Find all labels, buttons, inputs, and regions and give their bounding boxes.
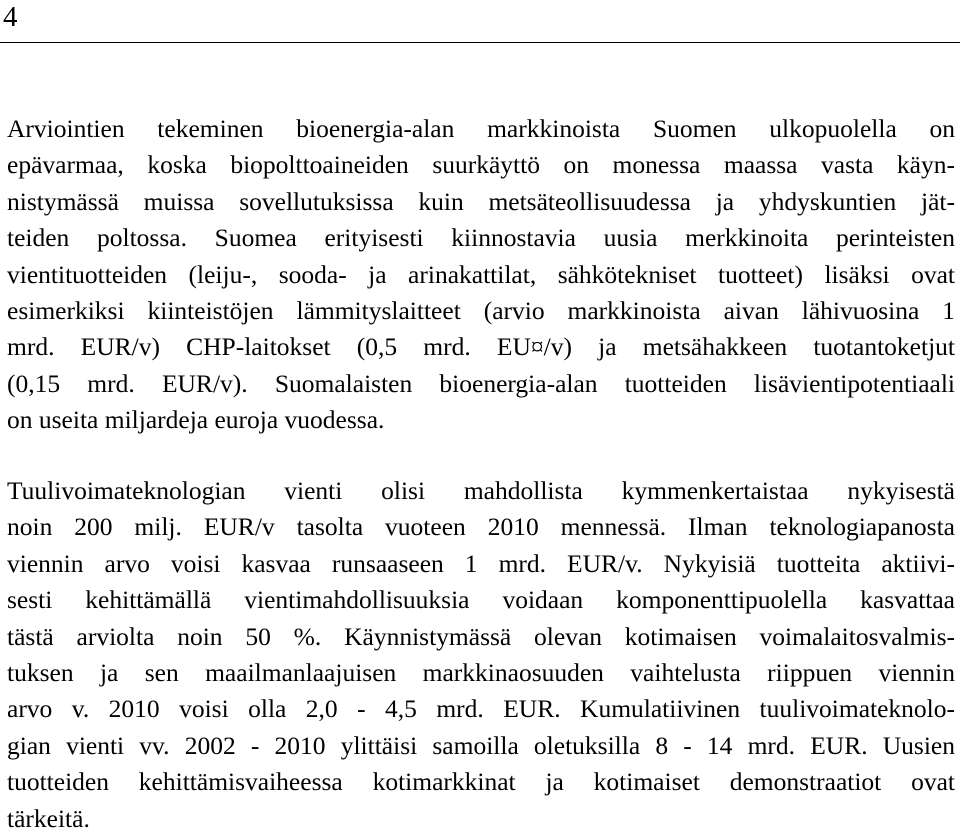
text-line: noin 200 milj. EUR/v tasolta vuoteen 2010 mennessä. Ilman teknologiapanosta xyxy=(7,512,955,542)
page-number: 4 xyxy=(3,1,18,33)
text-line: viennin arvo voisi kasvaa runsaaseen 1 mrd. EUR/v. Nykyisiä tuotteita aktiivi- xyxy=(7,548,955,578)
text-line: Tuulivoimateknologian vienti olisi mahdollista kymmenkertaistaa nykyisestä xyxy=(7,476,955,505)
text-line: vientituotteiden (leiju-, sooda- ja arinakattilat, sähkötekniset tuotteet) lisäksi ovat xyxy=(7,259,955,289)
text-line: teiden poltossa. Suomea erityisesti kiinnostavia uusia merkkinoita perinteisten xyxy=(7,223,955,253)
text-line: (0,15 mrd. EUR/v). Suomalaisten bioenergia-alan tuotteiden lisävientipotentiaali xyxy=(7,368,955,398)
text-line: mrd. EUR/v) CHP-laitokset (0,5 mrd. EU¤/v) ja metsähakkeen tuotantoketjut xyxy=(7,332,955,362)
paragraph-bioenergy-markets xyxy=(7,111,955,439)
paragraph-wind-power-exports xyxy=(7,473,955,837)
text-line: tuksen ja sen maailmanlaajuisen markkinaosuuden vaihtelusta riippuen viennin xyxy=(7,657,955,687)
text-line: tuotteiden kehittämisvaiheessa kotimarkkinat ja kotimaiset demonstraatiot ovat xyxy=(7,767,955,797)
page-header xyxy=(0,0,960,43)
text-line: tärkeitä. xyxy=(7,803,90,833)
text-line: gian vienti vv. 2002 - 2010 ylittäisi samoilla oletuksilla 8 - 14 mrd. EUR. Uusien xyxy=(7,730,955,760)
text-line: Arviointien tekeminen bioenergia-alan markkinoista Suomen ulkopuolella on xyxy=(7,114,955,143)
text-line: tästä arviolta noin 50 %. Käynnistymässä olevan kotimaisen voimalaitosvalmis- xyxy=(7,621,955,651)
text-line: sesti kehittämällä vientimahdollisuuksia voidaan komponenttipuolella kasvattaa xyxy=(7,585,955,615)
text-line: on useita miljardeja euroja vuodessa. xyxy=(7,405,385,435)
text-line: nistymässä muissa sovellutuksissa kuin metsäteollisuudessa ja yhdyskuntien jät- xyxy=(7,186,955,216)
text-line: arvo v. 2010 voisi olla 2,0 - 4,5 mrd. EUR. Kumulatiivinen tuulivoimateknolo- xyxy=(7,694,955,724)
text-line: esimerkiksi kiinteistöjen lämmityslaitteet (arvio markkinoista aivan lähivuosina 1 xyxy=(7,295,955,325)
text-line: epävarmaa, koska biopolttoaineiden suurkäyttö on monessa maassa vasta käyn- xyxy=(7,150,955,180)
